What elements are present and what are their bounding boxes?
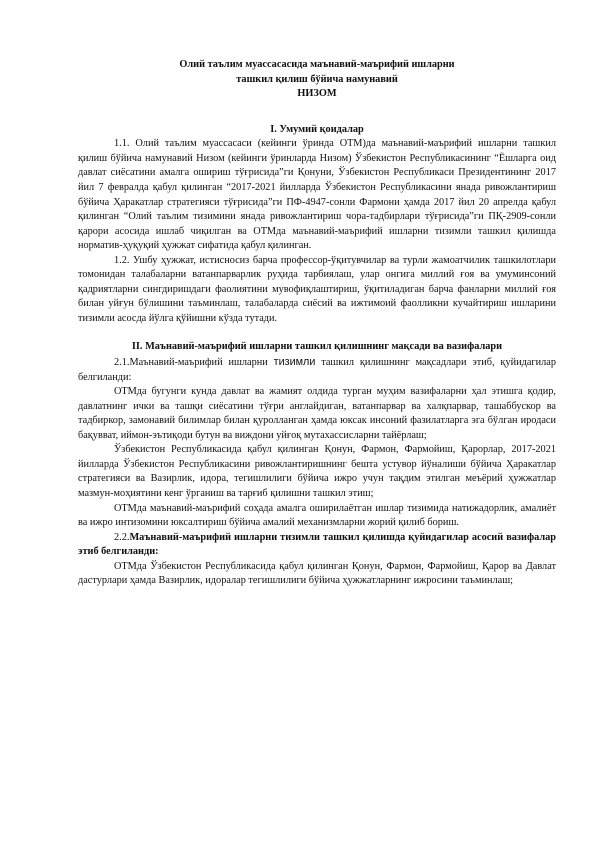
title-line-2: ташкил қилиш бўйича намунавий [236, 73, 398, 85]
paragraph-2-2-number: 2.2. [114, 531, 130, 543]
section-2-heading: II. Маънавий-маърифий ишларни ташкил қилишнинг мақсади ва вазифалари [131, 341, 503, 353]
paragraph-1-2: 1.2. Ушбу ҳужжат, истисносиз барча профессор-ўқитувчилар ва турли жамоатчилик ташкилотлари томонидан талабаларни ватанпарварлик руҳида тарбиялаш, улар онгига миллий ғоя ва умуминсоний қадриятларни сингдиришдаги фаолиятини мувофиқлаштириш, ўқитиладиган барча фанларни миллий ғоя билан уйғун бўлишини таъминлаш, талабаларда сиёсий ва ижтимоий фаолликни кучайтириш ишларини тизимли асосда йўлга қўйишни кўзда тутади. [78, 254, 556, 324]
paragraph-goal-3: ОТМда маънавий-маърифий соҳада амалга оширилаётган ишлар тизимида натижадорлик, амалиёт ва ижро интизомини юксалтириш бўйича амалий механизмларни жорий қилиб бориш. [78, 502, 556, 529]
paragraph-task-1: ОТМда Ўзбекистон Республикасида қабул қилинган Қонун, Фармон, Фармойиш, Қарор ва Давлат дастурлари ҳамда Вазирлик, идоралар тегишлилиги бўйича ҳужжатларнинг ижросини таъминлаш; [78, 560, 556, 587]
paragraph-goal-1: ОТМда бугунги кунда давлат ва жамият олдида турган муҳим вазифаларни ҳал этишга қодир, давлатнинг ички ва ташқи сиёсатини тўғри англайдиган, ватанпарвар ва халқпарвар, ташаббускор ва тадбиркор, замонавий билимлар билан қуролланган ҳамда юксак инсоний фазилатларга эга бўлган иродаси бақувват, иймон-эътиқоди бутун ва виждони уйғоқ мутахассисларни тайёрлаш; [78, 386, 556, 441]
paragraph-2-1-end: ташкил қилишнинг мақсадлари этиб, қуйидагилар белгиланди: [78, 357, 557, 383]
document-title [78, 58, 556, 102]
paragraph-2-1 [78, 355, 556, 385]
paragraph-2-2-heading: Маънавий-маърифий ишларни тизимли ташкил қилишда қуйидагилар асосий вазифалар этиб белгиланди: [78, 531, 556, 558]
title-line-3: НИЗОМ [297, 88, 337, 100]
section-1-heading: I. Умумий қоидалар [270, 123, 364, 135]
title-line-1: Олий таълим муассасасида маънавий-маърифий ишларни [179, 59, 455, 70]
paragraph-2-2 [78, 531, 556, 560]
paragraph-1-1: 1.1. Олий таълим муассасаси (кейинги ўринда ОТМ)да маънавий-маърифий ишларни ташкил қилиш бўйича намунавий Низом (кейинги ўринларда Низом) Ўзбекистон Республикасининг “Ёшларга оид давлат сиёсатини амалга ошириш тўғрисида”ги Қонуни, Ўзбекистон Республикаси Президентининг 2017 йил 7 февралда қабул қилинган “2017-2021 йилларда Ўзбекистон Республикасини янада ривожлантириш бўйича Ҳаракатлар стратегияси тўғрисида”ги ПФ-4947-сонли Фармони ҳамда 2017 йил 20 апрелда қабул қилинган “Олий таълим тизимини янада ривожлантириш чора-тадбирлари тўғрисида”ги ПҚ-2909-сонли қарори асосида ишлаб чиқилган ва ОТМда маънавий-маърифий ишларни тизимли ташкил қилишда норматив-ҳуқуқий ҳужжат сифатида қабул қилинган. [78, 138, 556, 252]
paragraph-2-1-emphasis: тизимли [273, 356, 316, 369]
paragraph-goal-2: Ўзбекистон Республикасида қабул қилинган Қонун, Фармон, Фармойиш, Қарорлар, 2017-2021 йилларда Ўзбекистон Республикасини ривожлантиришнинг бешта устувор йўналиши бўйича Ҳаракатлар стратегияси ва Вазирлик, идора, тегишлилиги бўйича ижро учун тақдим этилган меъёрий ҳужжатлар мазмун-моҳиятини кенг ўрганиш ва тарғиб қилишни ташкил этиш; [78, 444, 556, 499]
document-body [78, 58, 556, 589]
paragraph-2-1-start: 2.1.Маънавий-маърифий ишларни [114, 357, 274, 369]
